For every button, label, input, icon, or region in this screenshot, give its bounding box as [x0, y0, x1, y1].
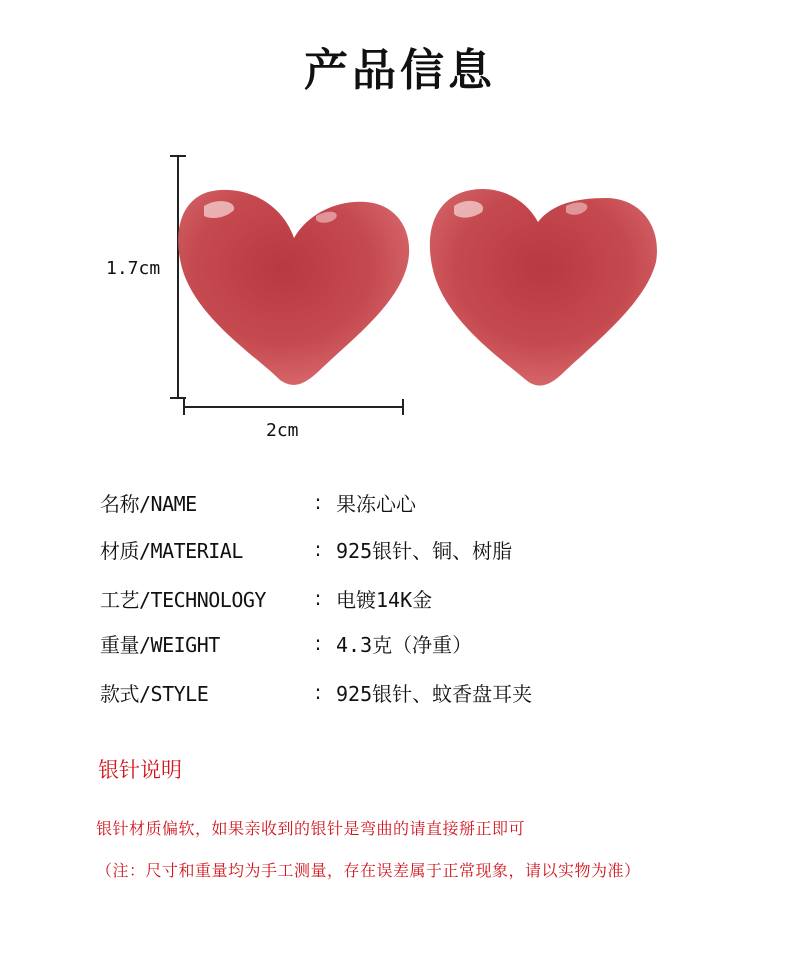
product-image — [0, 0, 800, 460]
spec-label: 重量/WEIGHT — [100, 632, 220, 657]
spec-value: 925银针、铜、树脂 — [336, 538, 513, 563]
spec-value: 925银针、蚊香盘耳夹 — [336, 681, 533, 706]
width-dimension-cap-left — [183, 399, 185, 415]
width-dimension-cap-right — [402, 399, 404, 415]
spec-colon: : — [314, 586, 322, 610]
spec-label: 名称/NAME — [100, 491, 197, 516]
note-line-disclaimer: （注：尺寸和重量均为手工测量，存在误差属于正常现象，请以实物为准） — [96, 861, 641, 880]
spec-row-name — [100, 487, 416, 517]
height-dimension-cap-top — [170, 155, 186, 157]
width-dimension-line — [184, 406, 403, 408]
spec-colon: : — [314, 680, 322, 704]
spec-row-material — [100, 534, 512, 564]
note-title: 银针说明 — [98, 758, 182, 782]
spec-row-weight — [100, 628, 472, 658]
spec-value: 电镀14K金 — [336, 587, 433, 612]
note-line-needle: 银针材质偏软，如果亲收到的银针是弯曲的请直接掰正即可 — [96, 819, 526, 838]
spec-colon: : — [314, 631, 322, 655]
spec-row-style — [100, 677, 532, 707]
width-label: 2cm — [266, 420, 299, 441]
height-label: 1.7cm — [106, 258, 161, 279]
heart-earring-left — [176, 180, 416, 390]
spec-colon: : — [314, 490, 322, 514]
spec-label: 材质/MATERIAL — [100, 538, 243, 563]
spec-label: 工艺/TECHNOLOGY — [100, 587, 266, 612]
spec-label: 款式/STYLE — [100, 681, 209, 706]
spec-value: 4.3克（净重） — [336, 632, 473, 657]
heart-earring-right — [426, 182, 666, 392]
spec-row-technology — [100, 583, 432, 613]
page-title: 产品信息 — [304, 45, 496, 96]
spec-value: 果冻心心 — [336, 491, 416, 516]
spec-colon: : — [314, 537, 322, 561]
